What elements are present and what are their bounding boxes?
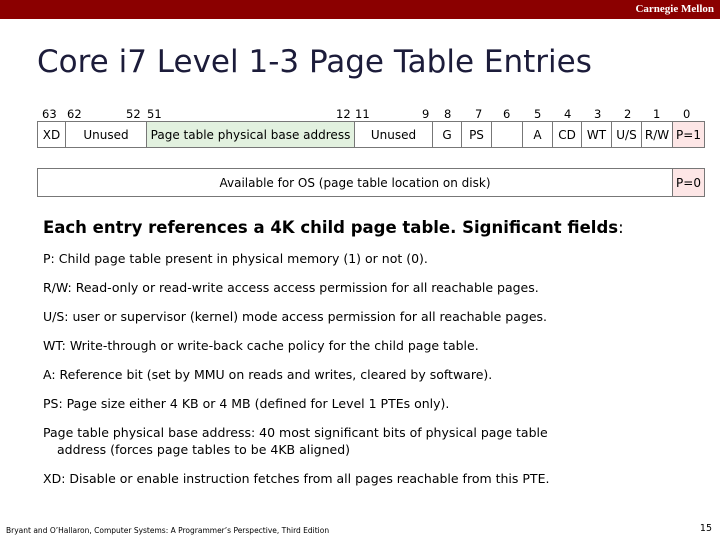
desc-text: Write-through or write-back cache policy for the child page table. bbox=[69, 338, 479, 353]
desc-text: Child page table present in physical memory (1) or not (0). bbox=[58, 251, 428, 266]
field-available-for-os: Available for OS (page table location on disk) bbox=[37, 168, 673, 197]
desc-term: XD: bbox=[43, 471, 66, 486]
field-g: G bbox=[432, 121, 462, 148]
desc-term: Page table physical base address: bbox=[43, 425, 256, 440]
field-ps: PS bbox=[461, 121, 492, 148]
field-bit6 bbox=[491, 121, 523, 148]
desc-rw bbox=[43, 279, 539, 296]
bit-label: 5 bbox=[534, 107, 542, 121]
field-us: U/S bbox=[611, 121, 642, 148]
desc-text: 40 most significant bits of physical page table bbox=[259, 425, 548, 440]
desc-text: Read-only or read-write access access permission for all reachable pages. bbox=[75, 280, 539, 295]
desc-text: Reference bit (set by MMU on reads and writes, cleared by software). bbox=[59, 367, 493, 382]
footer-citation: Bryant and O’Hallaron, Computer Systems: A Programmer’s Perspective, Third Edition bbox=[6, 526, 330, 535]
bit-label: 52 bbox=[126, 107, 141, 121]
field-base-address: Page table physical base address bbox=[146, 121, 355, 148]
desc-text-continued: address (forces page tables to be 4KB aligned) bbox=[57, 442, 351, 457]
field-wt: WT bbox=[581, 121, 612, 148]
bit-label: 0 bbox=[683, 107, 691, 121]
bit-label: 4 bbox=[564, 107, 572, 121]
desc-wt bbox=[43, 337, 479, 354]
field-p1: P=1 bbox=[672, 121, 705, 148]
desc-term: P: bbox=[43, 251, 55, 266]
bit-label: 9 bbox=[422, 107, 430, 121]
heading-text: Each entry references a 4K child page table. Significant fields bbox=[43, 218, 619, 237]
bit-label: 1 bbox=[653, 107, 661, 121]
field-rw: R/W bbox=[641, 121, 673, 148]
header-bar bbox=[0, 0, 720, 19]
field-unused-low: Unused bbox=[354, 121, 433, 148]
desc-term: U/S: bbox=[43, 309, 69, 324]
field-unused-high: Unused bbox=[65, 121, 147, 148]
page-number: 15 bbox=[699, 523, 712, 534]
field-p0: P=0 bbox=[672, 168, 705, 197]
bit-label: 12 bbox=[336, 107, 351, 121]
bit-label: 3 bbox=[594, 107, 602, 121]
bit-label: 51 bbox=[147, 107, 162, 121]
desc-text: Disable or enable instruction fetches from all pages reachable from this PTE. bbox=[69, 471, 550, 486]
desc-p bbox=[43, 250, 428, 267]
field-cd: CD bbox=[552, 121, 582, 148]
desc-a bbox=[43, 366, 492, 383]
bit-label: 8 bbox=[444, 107, 452, 121]
section-heading bbox=[43, 218, 624, 237]
bit-label: 7 bbox=[475, 107, 483, 121]
bit-label: 11 bbox=[355, 107, 370, 121]
bit-label: 6 bbox=[503, 107, 511, 121]
brand-label: Carnegie Mellon bbox=[635, 3, 714, 15]
bit-label: 2 bbox=[624, 107, 632, 121]
slide-title: Core i7 Level 1-3 Page Table Entries bbox=[37, 44, 592, 80]
field-xd: XD bbox=[37, 121, 66, 148]
heading-colon: : bbox=[618, 218, 624, 237]
desc-xd bbox=[43, 470, 549, 487]
desc-ps bbox=[43, 395, 449, 412]
desc-base-address bbox=[43, 424, 548, 458]
field-a: A bbox=[522, 121, 553, 148]
desc-term: R/W: bbox=[43, 280, 72, 295]
bit-label: 63 bbox=[42, 107, 57, 121]
desc-term: PS: bbox=[43, 396, 63, 411]
desc-term: WT: bbox=[43, 338, 66, 353]
bit-label: 62 bbox=[67, 107, 82, 121]
desc-us bbox=[43, 308, 547, 325]
desc-term: A: bbox=[43, 367, 56, 382]
desc-text: user or supervisor (kernel) mode access permission for all reachable pages. bbox=[72, 309, 547, 324]
desc-text: Page size either 4 KB or 4 MB (defined for Level 1 PTEs only). bbox=[66, 396, 450, 411]
